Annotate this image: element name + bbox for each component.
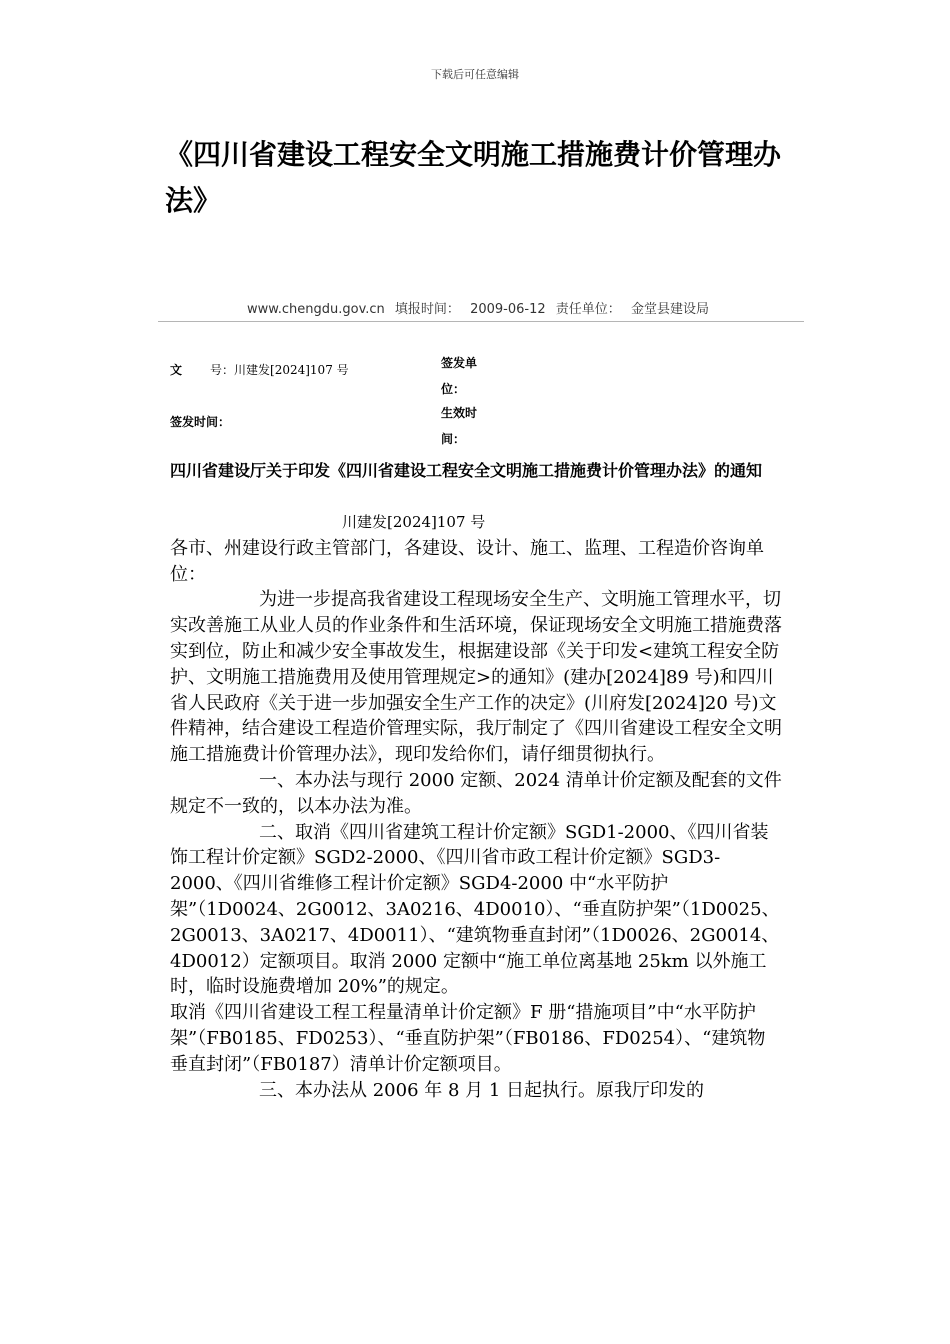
fill-time-value: 2009-06-12 [470, 302, 546, 317]
doc-label-b: 号：川建发[2024]107 号 [210, 363, 349, 377]
clause-3-paragraph: 三、本办法从 2006 年 8 月 1 日起执行。原我厅印发的 [259, 1079, 705, 1101]
meta-line [158, 298, 804, 317]
doc-number: 川建发[2024]107 号 [342, 513, 486, 531]
site-link[interactable]: www.chengdu.gov.cn [247, 302, 385, 317]
intro-paragraph: 为进一步提高我省建设工程现场安全生产、文明施工管理水平，切实改善施工从业人员的作业条件和生活环境，保证现场安全文明施工措施费落实到位，防止和减少安全事故发生，根据建设部《关于印发<建筑工程安全防护、文明施工措施费用及使用管理规定>的通知》(建办[2024]89 号)和四川省人民政府《关于进一步加强安全生产工作的决定》(川府发[2024]20 号)文件精神，结合建设工程造价管理实际，我厅制定了《四川省建设工程安全文明施工措施费计价管理办法》，现印发给你们，请仔细贯彻执行。 [170, 589, 782, 766]
issue-date-label: 签发时间： [170, 415, 231, 429]
unit-value: 金堂县建设局 [630, 302, 709, 317]
fill-time-label: 填报时间： [394, 302, 460, 317]
issuer-label: 签发单位： [441, 356, 478, 396]
unit-label: 责任单位： [555, 302, 621, 317]
document-body [170, 510, 782, 1103]
effective-date-label: 生效时间： [441, 406, 478, 446]
doc-label-a: 文 [170, 363, 183, 377]
clause-1-paragraph: 一、本办法与现行 2000 定额、2024 清单计价定额及配套的文件规定不一致的，以本办法为准。 [170, 769, 782, 817]
notice-title: 四川省建设厅关于印发《四川省建设工程安全文明施工措施费计价管理办法》的通知 [170, 461, 763, 480]
clause-2-paragraph: 二、取消《四川省建筑工程计价定额》SGD1-2000、《四川省装饰工程计价定额》SGD2-2000、《四川省市政工程计价定额》SGD3-2000、《四川省维修工程计价定额》SGD4-2000 中“水平防护架”（1D0024、2G0012、3A0216、4D0010）、“垂直防护架”（1D0025、2G0013、3A0217、4D0011）、“建筑物垂直封闭”（1D0026、2G0014、4D0012）定额项目。取消 2000 定额中“施工单位离基地 25km 以外施工时，临时设施费增加 20%”的规定。 [170, 821, 780, 998]
header-note: 下载后可任意编辑 [431, 68, 519, 81]
clause-2-continued-paragraph: 取消《四川省建设工程工程量清单计价定额》F 册“措施项目”中“水平防护架”（FB0185、FD0253）、“垂直防护架”（FB0186、FD0254）、“建筑物垂直封闭”（FB0187）清单计价定额项目。 [170, 1002, 766, 1075]
page-title: 《四川省建设工程安全文明施工措施费计价管理办法》 [165, 138, 782, 217]
divider [158, 321, 804, 322]
doc-number-field [170, 362, 349, 378]
addressee-paragraph: 各市、州建设行政主管部门，各建设、设计、施工、监理、工程造价咨询单位： [170, 537, 764, 585]
